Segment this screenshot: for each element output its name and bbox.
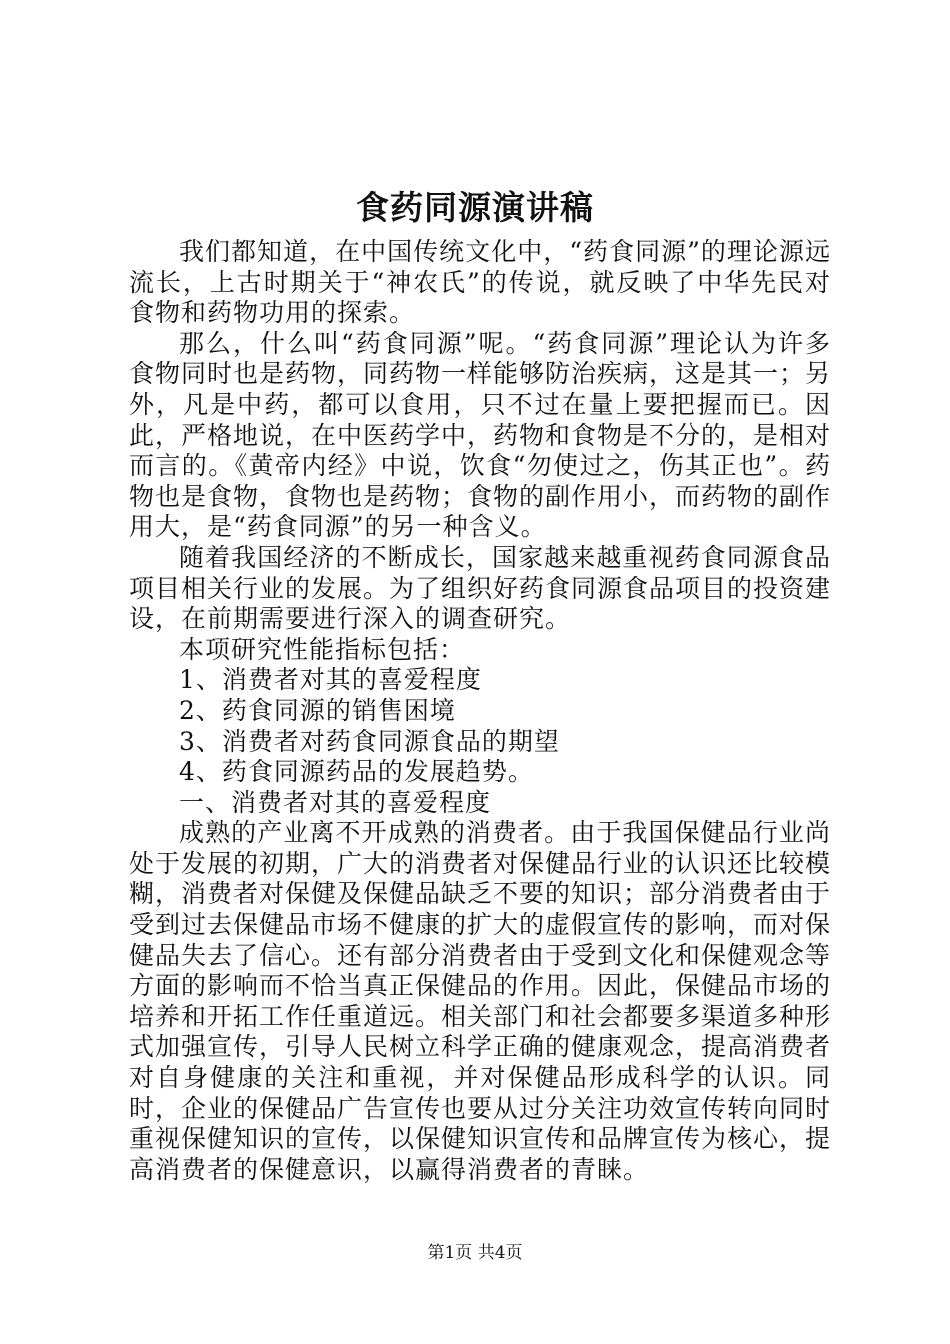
document-body (129, 237, 831, 1185)
list-item: 1、消费者对其的喜爱程度 (179, 665, 482, 695)
paragraph-intro: 我们都知道，在中国传统文化中，“药食同源”的理论源远流长，上古时期关于“神农氏”的传说，就反映了中华先民对食物和药物功用的探索。 (129, 237, 831, 328)
document-title: 食药同源演讲稿 (356, 188, 594, 227)
paragraph-definition: 那么，什么叫“药食同源”呢。“药食同源”理论认为许多食物同时也是药物，同药物一样能够防治疾病，这是其一；另外，凡是中药，都可以食用，只不过在量上要把握而已。因此，严格地说，在中医药学中，药物和食物是不分的，是相对而言的。《黄帝内经》中说，饮食“勿使过之，伤其正也”。药物也是食物，食物也是药物；食物的副作用小，而药物的副作用大，是“药食同源”的另一种含义。 (129, 328, 832, 542)
list-item: 3、消费者对药食同源食品的期望 (179, 726, 560, 756)
page-number: 第1页 共4页 (427, 1243, 523, 1263)
paragraph-indicators-intro: 本项研究性能指标包括： (179, 634, 466, 664)
list-item: 4、药食同源药品的发展趋势。 (179, 757, 534, 787)
list-item: 2、药食同源的销售困境 (179, 695, 456, 725)
paragraph-development: 随着我国经济的不断成长，国家越来越重视药食同源食品项目相关行业的发展。为了组织好药食同源食品项目的投资建设，在前期需要进行深入的调查研究。 (129, 542, 832, 634)
paragraph-consumers: 成熟的产业离不开成熟的消费者。由于我国保健品行业尚处于发展的初期，广大的消费者对保健品行业的认识还比较模糊，消费者对保健及保健品缺乏不要的知识；部分消费者由于受到过去保健品市场不健康的扩大的虚假宣传的影响，而对保健品失去了信心。还有部分消费者由于受到文化和保健观念等方面的影响而不恰当真正保健品的作用。因此，保健品市场的培养和开拓工作任重道远。相关部门和社会都要多渠道多种形式加强宣传，引导人民树立科学正确的健康观念，提高消费者对自身健康的关注和重视，并对保健品形成科学的认识。同时，企业的保健品广告宣传也要从过分关注功效宣传转向同时重视保健知识的宣传，以保健知识宣传和品牌宣传为核心，提高消费者的保健意识，以赢得消费者的青睐。 (129, 818, 832, 1184)
section-heading: 一、消费者对其的喜爱程度 (179, 787, 492, 817)
